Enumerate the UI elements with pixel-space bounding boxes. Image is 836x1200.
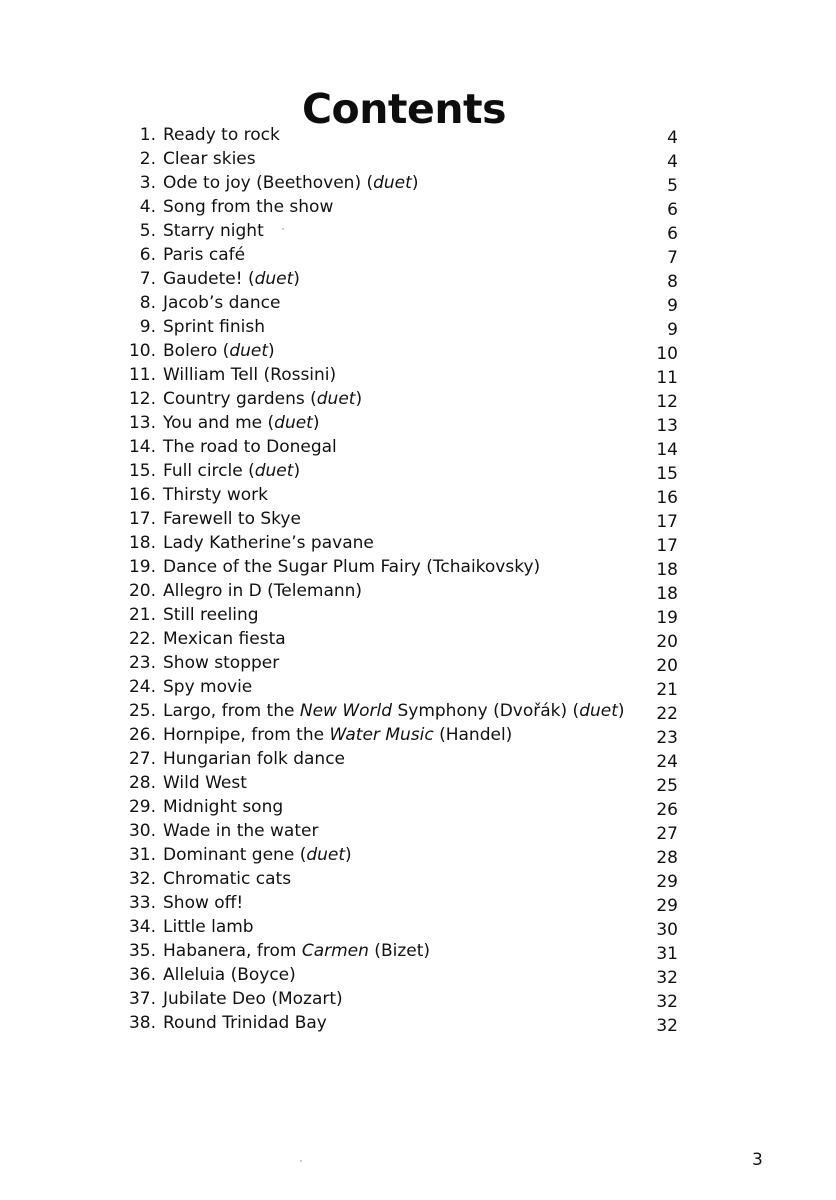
entry-title-text: Sprint finish bbox=[163, 317, 265, 337]
entry-title bbox=[163, 531, 374, 555]
toc-entry bbox=[112, 531, 682, 555]
entry-title-text: Song from the show bbox=[163, 197, 334, 217]
entry-title-text: Hungarian folk dance bbox=[163, 749, 345, 769]
entry-title-italic: duet bbox=[229, 341, 269, 361]
entry-title bbox=[163, 435, 337, 459]
toc-entry bbox=[112, 267, 682, 291]
toc-entry bbox=[112, 843, 682, 867]
entry-page-number: 12 bbox=[656, 392, 678, 412]
entry-title-text: Thirsty work bbox=[163, 485, 268, 505]
entry-page-number: 24 bbox=[656, 752, 678, 772]
entry-title-text: Paris café bbox=[163, 245, 246, 265]
entry-page-number: 15 bbox=[656, 464, 678, 484]
entry-page-number: 14 bbox=[656, 440, 678, 460]
entry-number: 17. bbox=[128, 509, 156, 529]
entry-number: 18. bbox=[128, 533, 156, 553]
entry-title bbox=[163, 963, 296, 987]
entry-title-text: Show off! bbox=[163, 893, 244, 913]
entry-number: 36. bbox=[128, 965, 156, 985]
entry-number: 34. bbox=[128, 917, 156, 937]
contents-list bbox=[112, 123, 682, 1035]
entry-page-number: 27 bbox=[656, 824, 678, 844]
page-number: 3 bbox=[752, 1150, 763, 1170]
entry-title-text: ) bbox=[345, 845, 352, 865]
entry-title-italic: duet bbox=[254, 461, 294, 481]
entry-title-text: Ode to joy (Beethoven) ( bbox=[163, 173, 374, 193]
entry-page-number: 9 bbox=[667, 296, 678, 316]
toc-entry bbox=[112, 339, 682, 363]
toc-entry bbox=[112, 627, 682, 651]
entry-number: 32. bbox=[128, 869, 156, 889]
entry-title-text: Dance of the Sugar Plum Fairy (Tchaikovsky) bbox=[163, 557, 541, 577]
entry-title bbox=[163, 483, 268, 507]
toc-entry bbox=[112, 123, 682, 147]
entry-title bbox=[163, 915, 254, 939]
entry-title-text: Jacob’s dance bbox=[163, 293, 281, 313]
toc-entry bbox=[112, 555, 682, 579]
toc-entry bbox=[112, 771, 682, 795]
entry-page-number: 32 bbox=[656, 968, 678, 988]
entry-number: 33. bbox=[128, 893, 156, 913]
toc-entry bbox=[112, 987, 682, 1011]
entry-number: 27. bbox=[128, 749, 156, 769]
entry-title-text: Jubilate Deo (Mozart) bbox=[163, 989, 343, 1009]
entry-title-text: (Handel) bbox=[433, 725, 513, 745]
entry-title-text: Wade in the water bbox=[163, 821, 319, 841]
entry-title-text: Spy movie bbox=[163, 677, 253, 697]
entry-title bbox=[163, 843, 352, 867]
entry-title-text: ) bbox=[312, 413, 320, 433]
entry-title bbox=[163, 987, 343, 1011]
entry-title-text: ) bbox=[355, 389, 363, 409]
entry-title-text: Still reeling bbox=[163, 605, 259, 625]
entry-title-text: Round Trinidad Bay bbox=[163, 1013, 327, 1033]
entry-title-italic: duet bbox=[306, 845, 346, 865]
toc-entry bbox=[112, 651, 682, 675]
entry-page-number: 18 bbox=[656, 584, 678, 604]
entry-number: 1. bbox=[139, 125, 156, 145]
entry-title bbox=[163, 603, 259, 627]
entry-number: 16. bbox=[128, 485, 156, 505]
entry-title bbox=[163, 195, 333, 219]
entry-title-text: ) bbox=[293, 269, 300, 289]
entry-title-text: (Bizet) bbox=[368, 941, 431, 961]
toc-entry bbox=[112, 963, 682, 987]
entry-number: 35. bbox=[128, 941, 156, 961]
entry-page-number: 29 bbox=[656, 872, 678, 892]
entry-title bbox=[163, 723, 512, 747]
entry-number: 23. bbox=[128, 653, 156, 673]
toc-entry bbox=[112, 435, 682, 459]
scan-speck bbox=[300, 1160, 302, 1162]
entry-number: 6. bbox=[139, 245, 156, 265]
entry-page-number: 11 bbox=[656, 368, 678, 388]
entry-title-text: ) bbox=[268, 341, 275, 361]
entry-title-text: Midnight song bbox=[163, 797, 284, 817]
entry-number: 15. bbox=[128, 461, 156, 481]
toc-entry bbox=[112, 579, 682, 603]
page-title: Contents bbox=[301, 85, 507, 134]
entry-number: 9. bbox=[139, 317, 156, 337]
entry-page-number: 5 bbox=[667, 176, 678, 196]
entry-number: 3. bbox=[139, 173, 156, 193]
toc-entry bbox=[112, 915, 682, 939]
entry-number: 22. bbox=[128, 629, 156, 649]
entry-title-text: Symphony (Dvořák) ( bbox=[392, 701, 580, 721]
entry-page-number: 7 bbox=[667, 248, 678, 268]
entry-title bbox=[163, 291, 280, 315]
entry-title-text: Show stopper bbox=[163, 653, 280, 673]
toc-entry bbox=[112, 723, 682, 747]
entry-title bbox=[163, 579, 362, 603]
entry-title bbox=[163, 891, 243, 915]
entry-number: 26. bbox=[128, 725, 156, 745]
toc-entry bbox=[112, 675, 682, 699]
entry-number: 10. bbox=[128, 341, 156, 361]
entry-title bbox=[163, 459, 300, 483]
entry-title-text: The road to Donegal bbox=[163, 437, 337, 457]
scan-speck bbox=[282, 228, 284, 230]
toc-entry bbox=[112, 507, 682, 531]
entry-title-text: Allegro in D (Telemann) bbox=[163, 581, 363, 601]
toc-entry bbox=[112, 867, 682, 891]
entry-title-text: ) bbox=[411, 173, 419, 193]
entry-number: 30. bbox=[128, 821, 156, 841]
entry-title bbox=[163, 411, 320, 435]
toc-entry bbox=[112, 483, 682, 507]
toc-entry bbox=[112, 747, 682, 771]
entry-number: 7. bbox=[139, 269, 156, 289]
toc-entry bbox=[112, 1011, 682, 1035]
entry-title-text: Largo, from the bbox=[163, 701, 300, 721]
entry-number: 13. bbox=[128, 413, 156, 433]
entry-title bbox=[163, 555, 540, 579]
entry-title bbox=[163, 939, 430, 963]
entry-page-number: 4 bbox=[667, 128, 678, 148]
entry-title bbox=[163, 819, 318, 843]
entry-page-number: 10 bbox=[656, 344, 678, 364]
entry-page-number: 32 bbox=[656, 992, 678, 1012]
entry-title-text: Starry night bbox=[163, 221, 264, 241]
entry-title bbox=[163, 147, 256, 171]
entry-title-italic: duet bbox=[254, 269, 294, 289]
entry-title-italic: duet bbox=[373, 173, 412, 193]
entry-title bbox=[163, 675, 252, 699]
toc-entry bbox=[112, 459, 682, 483]
toc-entry bbox=[112, 243, 682, 267]
entry-title-text: Habanera, from bbox=[163, 941, 302, 961]
entry-number: 29. bbox=[128, 797, 156, 817]
entry-title bbox=[163, 243, 245, 267]
entry-page-number: 19 bbox=[656, 608, 678, 628]
entry-title bbox=[163, 507, 301, 531]
entry-title bbox=[163, 627, 286, 651]
entry-number: 12. bbox=[128, 389, 156, 409]
entry-number: 37. bbox=[128, 989, 156, 1009]
entry-title-text: Wild West bbox=[163, 773, 247, 793]
entry-number: 38. bbox=[128, 1013, 156, 1033]
entry-title-text: Hornpipe, from the bbox=[163, 725, 330, 745]
entry-number: 31. bbox=[128, 845, 156, 865]
entry-number: 24. bbox=[128, 677, 156, 697]
toc-entry bbox=[112, 411, 682, 435]
entry-page-number: 16 bbox=[656, 488, 678, 508]
toc-entry bbox=[112, 891, 682, 915]
entry-page-number: 17 bbox=[656, 536, 678, 556]
entry-page-number: 9 bbox=[667, 320, 678, 340]
entry-title-text: Bolero ( bbox=[163, 341, 230, 361]
entry-title-text: Mexican fiesta bbox=[163, 629, 286, 649]
entry-number: 8. bbox=[139, 293, 156, 313]
entry-title bbox=[163, 747, 345, 771]
entry-page-number: 13 bbox=[656, 416, 678, 436]
entry-page-number: 30 bbox=[656, 920, 678, 940]
entry-title-text: Lady Katherine’s pavane bbox=[163, 533, 374, 553]
entry-page-number: 32 bbox=[656, 1016, 678, 1036]
toc-entry bbox=[112, 291, 682, 315]
toc-entry bbox=[112, 195, 682, 219]
entry-title bbox=[163, 771, 247, 795]
entry-title bbox=[163, 339, 275, 363]
entry-page-number: 21 bbox=[656, 680, 678, 700]
entry-number: 19. bbox=[128, 557, 156, 577]
entry-title-italic: duet bbox=[579, 701, 618, 721]
entry-number: 25. bbox=[128, 701, 156, 721]
entry-page-number: 4 bbox=[667, 152, 678, 172]
entry-title bbox=[163, 267, 300, 291]
entry-title-text: Full circle ( bbox=[163, 461, 255, 481]
entry-page-number: 17 bbox=[656, 512, 678, 532]
entry-title-text: ) bbox=[293, 461, 301, 481]
entry-page-number: 28 bbox=[656, 848, 678, 868]
entry-number: 11. bbox=[128, 365, 156, 385]
toc-entry bbox=[112, 219, 682, 243]
entry-title bbox=[163, 795, 283, 819]
entry-number: 14. bbox=[128, 437, 156, 457]
toc-entry bbox=[112, 699, 682, 723]
entry-title-text: Dominant gene ( bbox=[163, 845, 307, 865]
entry-page-number: 8 bbox=[667, 272, 678, 292]
entry-page-number: 6 bbox=[667, 224, 678, 244]
entry-page-number: 18 bbox=[656, 560, 678, 580]
entry-page-number: 29 bbox=[656, 896, 678, 916]
entry-page-number: 20 bbox=[656, 632, 678, 652]
entry-page-number: 23 bbox=[656, 728, 678, 748]
toc-entry bbox=[112, 939, 682, 963]
toc-entry bbox=[112, 819, 682, 843]
entry-page-number: 20 bbox=[656, 656, 678, 676]
entry-title-italic: Carmen bbox=[301, 941, 369, 961]
entry-title-text: Little lamb bbox=[163, 917, 254, 937]
entry-title-text: Farewell to Skye bbox=[163, 509, 301, 529]
entry-title-text: Alleluia (Boyce) bbox=[163, 965, 296, 985]
entry-title bbox=[163, 651, 279, 675]
entry-title bbox=[163, 699, 625, 723]
entry-title-text: Clear skies bbox=[163, 149, 256, 169]
entry-page-number: 25 bbox=[656, 776, 678, 796]
entry-number: 20. bbox=[128, 581, 156, 601]
entry-title-italic: duet bbox=[274, 413, 313, 433]
entry-title-text: Ready to rock bbox=[163, 125, 280, 145]
entry-number: 28. bbox=[128, 773, 156, 793]
entry-number: 2. bbox=[139, 149, 156, 169]
toc-entry bbox=[112, 147, 682, 171]
entry-title bbox=[163, 363, 336, 387]
toc-entry bbox=[112, 363, 682, 387]
entry-title-italic: duet bbox=[316, 389, 356, 409]
entry-title bbox=[163, 387, 362, 411]
toc-entry bbox=[112, 315, 682, 339]
entry-title bbox=[163, 219, 264, 243]
entry-number: 21. bbox=[128, 605, 156, 625]
entry-title-text: William Tell (Rossini) bbox=[163, 365, 337, 385]
toc-entry bbox=[112, 795, 682, 819]
entry-title-italic: Water Music bbox=[329, 725, 434, 745]
entry-title bbox=[163, 123, 280, 147]
entry-title bbox=[163, 171, 418, 195]
entry-title bbox=[163, 315, 265, 339]
entry-page-number: 6 bbox=[667, 200, 678, 220]
entry-title bbox=[163, 1011, 327, 1035]
entry-page-number: 26 bbox=[656, 800, 678, 820]
entry-title-italic: New World bbox=[299, 701, 393, 721]
entry-title bbox=[163, 867, 291, 891]
entry-title-text: You and me ( bbox=[163, 413, 275, 433]
toc-entry bbox=[112, 603, 682, 627]
entry-number: 5. bbox=[139, 221, 156, 241]
entry-title-text: Chromatic cats bbox=[163, 869, 292, 889]
toc-entry bbox=[112, 171, 682, 195]
entry-number: 4. bbox=[139, 197, 156, 217]
entry-title-text: Gaudete! ( bbox=[163, 269, 255, 289]
entry-title-text: ) bbox=[617, 701, 625, 721]
toc-entry bbox=[112, 387, 682, 411]
entry-page-number: 22 bbox=[656, 704, 678, 724]
entry-title-text: Country gardens ( bbox=[163, 389, 317, 409]
entry-page-number: 31 bbox=[656, 944, 678, 964]
